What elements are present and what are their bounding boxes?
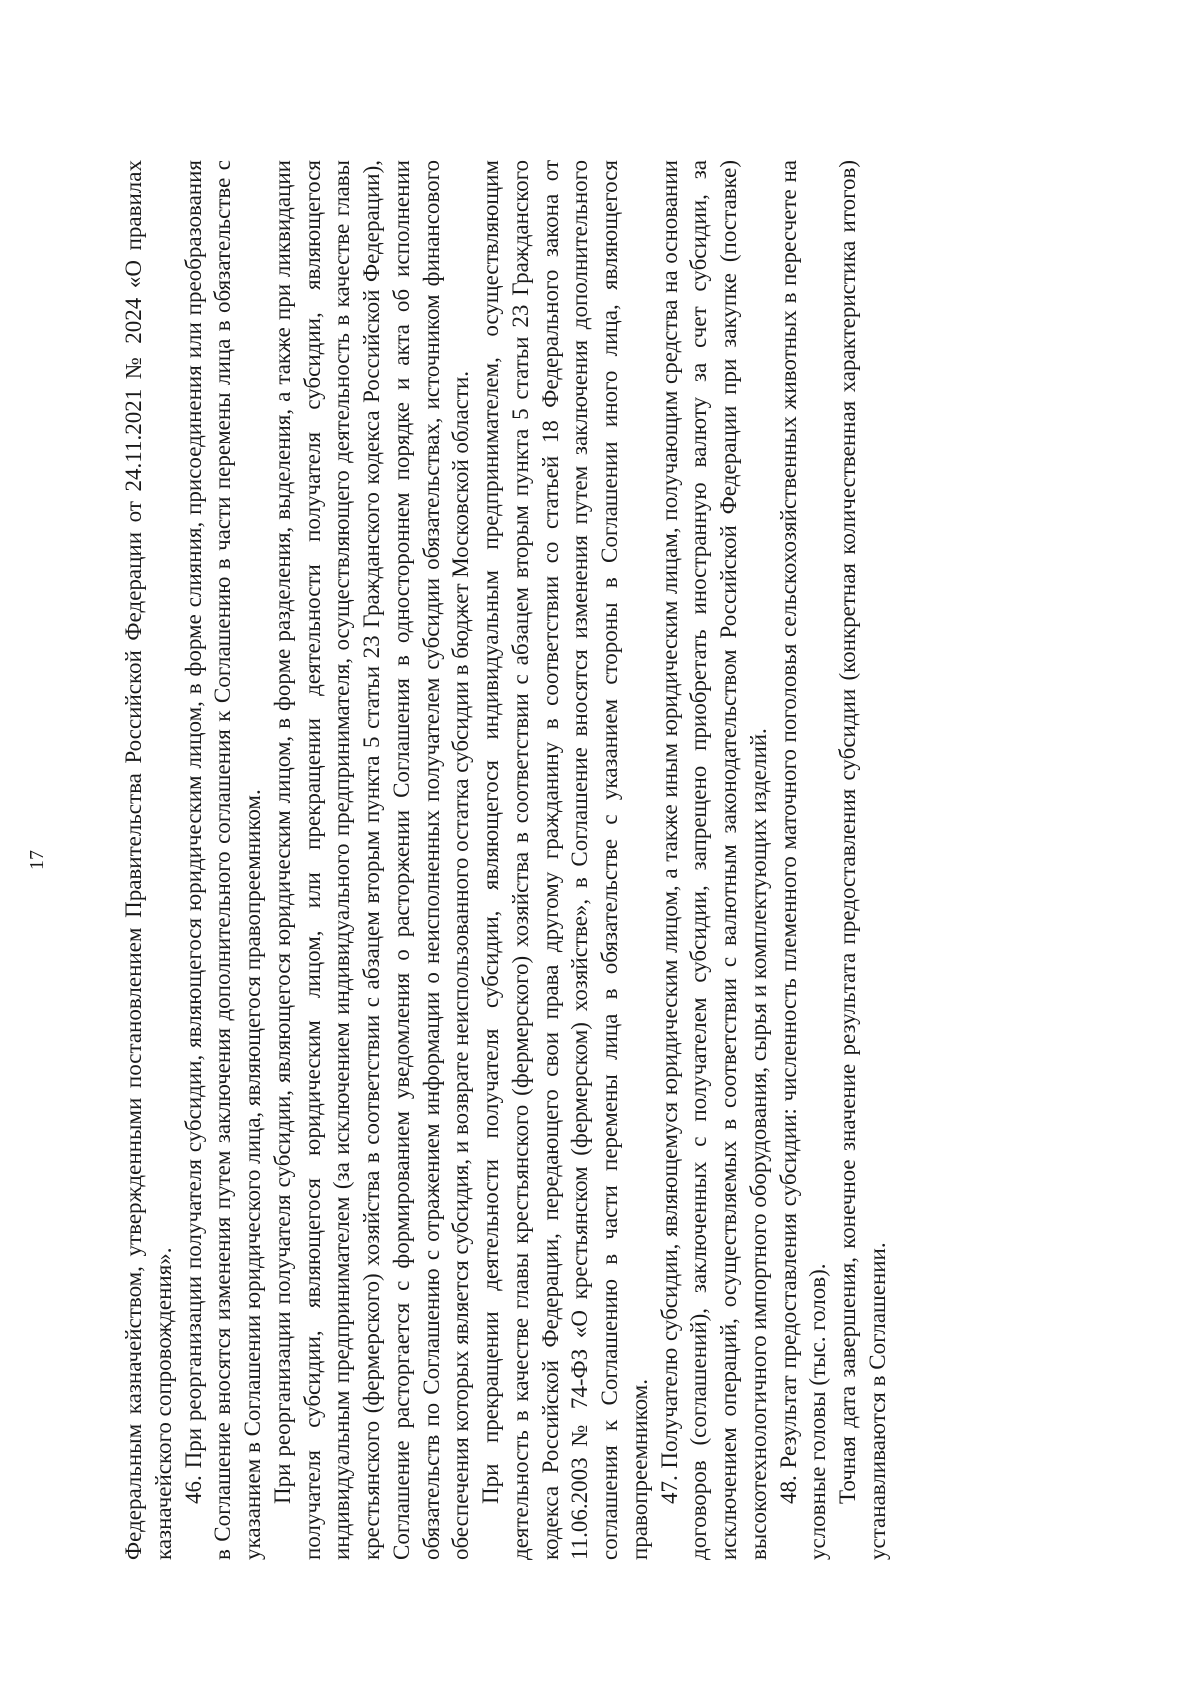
paragraph-47: 47. Получателю субсидии, являющемуся юридическим лицом, а также иным юридическим лицам, получающим средства на основании договоров (соглашений), заключенных с получателем субсидии, запрещено приобретать иностранную валюту за счет субсидии, за исключением операций, осуществляемых в соответствии с валютным законодательством Российской Федерации при закупке (поставке) высокотехнологичного импортного оборудования, сырья и комплектующих изделий.: [656, 160, 771, 1560]
page-number: 17: [26, 850, 48, 870]
rotated-text-block: [26, 160, 1071, 1560]
paragraph-completion-date: Точная дата завершения, конечное значение результата предоставления субсидии (конкретная количественная характеристика итогов) устанавливаются в Соглашении.: [835, 160, 890, 1560]
paragraph-reorganization: При реорганизации получателя субсидии, являющегося юридическим лицом, в форме разделения, выделения, а также при ликвидации получателя субсидии, являющегося юридическим лицом, или прекращении деятельности получателя субсидии, являющегося индивидуальным предпринимателем (за исключением индивидуального предпринимателя, осуществляющего деятельность в качестве главы крестьянского (фермерского) хозяйства в соответствии с абзацем вторым пункта 5 статьи 23 Гражданского кодекса Российской Федерации), Соглашение расторгается с формированием уведомления о расторжении Соглашения в одностороннем порядке и акта об исполнении обязательств по Соглашению с отражением информации о неисполненных получателем субсидии обязательствах, источником финансового обеспечения которых является субсидия, и возврате неиспользованного остатка субсидии в бюджет Московской области.: [269, 160, 474, 1560]
paragraph-46: 46. При реорганизации получателя субсидии, являющегося юридическим лицом, в форме слияния, присоединения или преобразования в Соглашение вносятся изменения путем заключения дополнительного соглашения к Соглашению в части перемены лица в обязательстве с указанием в Соглашении юридического лица, являющегося правопреемником.: [180, 160, 265, 1560]
paragraph-termination: При прекращении деятельности получателя субсидии, являющегося индивидуальным предпринимателем, осуществляющим деятельность в качестве главы крестьянского (фермерского) хозяйства в соответствии с абзацем вторым пункта 5 статьи 23 Гражданского кодекса Российской Федерации, передающего свои права другому гражданину в соответствии со статьей 18 Федерального закона от 11.06.2003 № 74-ФЗ «О крестьянском (фермерском) хозяйстве», в Соглашение вносятся изменения путем заключения дополнительного соглашения к Соглашению в части перемены лица в обязательстве с указанием стороны в Соглашении иного лица, являющегося правопреемником.: [478, 160, 652, 1560]
paragraph-continuation: Федеральным казначейством, утвержденными постановлением Правительства Российской Федерации от 24.11.2021 № 2024 «О правилах казначейского сопровождения».: [121, 160, 176, 1560]
paragraph-48: 48. Результат предоставления субсидии: численность племенного маточного поголовья сельскохозяйственных животных в пересчете на условные головы (тыс. голов).: [775, 160, 831, 1560]
